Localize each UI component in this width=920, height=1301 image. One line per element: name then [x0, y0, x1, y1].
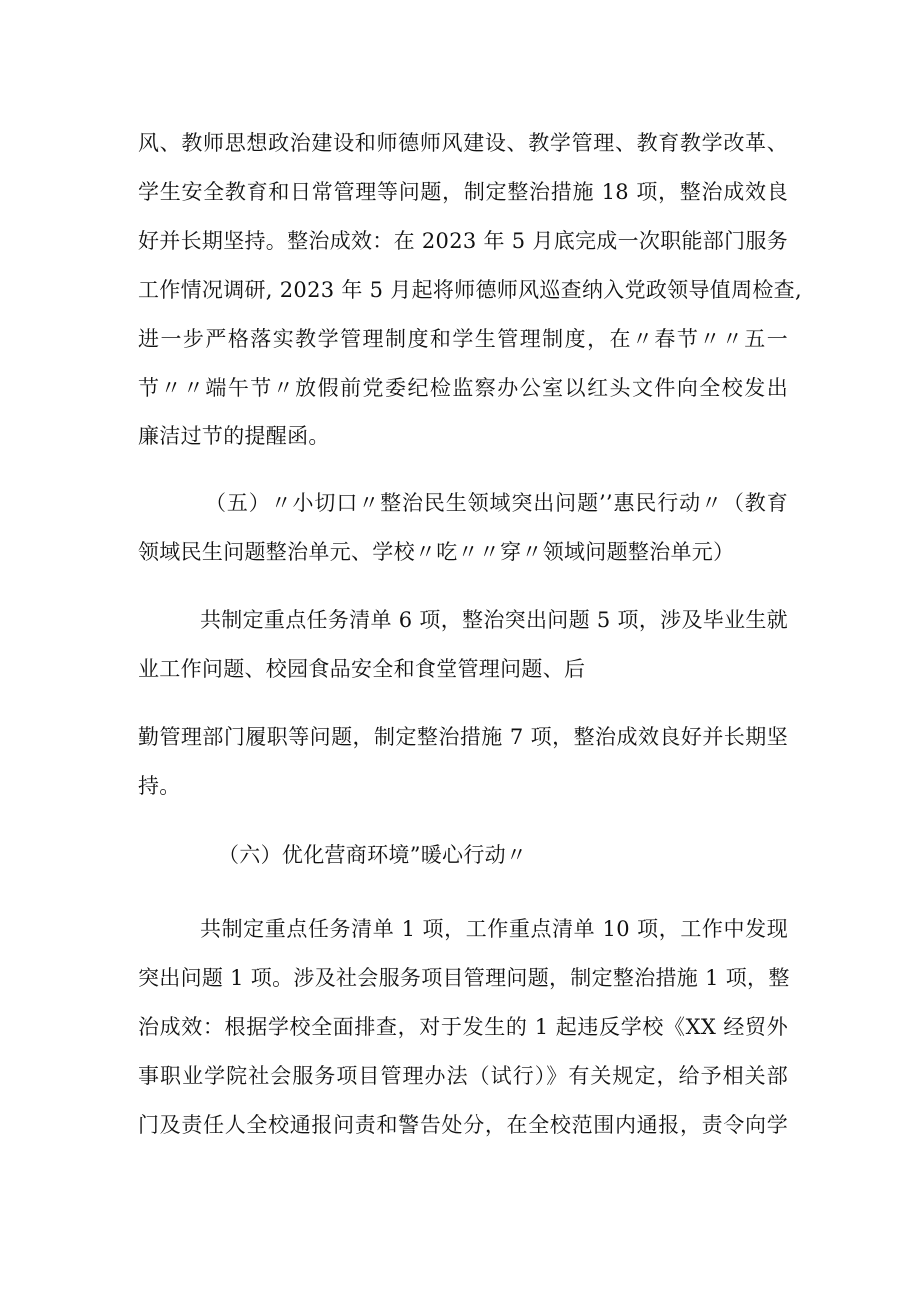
section-heading-5-cont: 领域民生问题整治单元、学校〃吃〃〃穿〃领域问题整治单元）	[138, 540, 735, 564]
paragraph-line: 工作情况调研, 2023 年 5 月起将师德师风巡查纳入党政领导值周检查,	[138, 278, 802, 302]
paragraph-line: 持。	[138, 774, 181, 798]
paragraph-line: 节〃〃端午节〃放假前党委纪检监察办公室以红头文件向全校发出	[138, 376, 788, 400]
paragraph-line: 治成效：根据学校全面排查，对于发生的 1 起违反学校《XX 经贸外	[138, 1015, 788, 1039]
paragraph-line: 学生安全教育和日常管理等问题，制定整治措施 18 项，整治成效良	[138, 180, 788, 204]
paragraph-line: 共制定重点任务清单 1 项，工作重点清单 10 项，工作中发现	[200, 917, 788, 941]
paragraph-line: 事职业学院社会服务项目管理办法（试行）》有关规定，给予相关部	[138, 1064, 788, 1088]
section-heading-5: （五）〃小切口〃整治民生领域突出问题’’惠民行动〃（教育	[205, 491, 788, 515]
paragraph-line: 突出问题 1 项。涉及社会服务项目管理问题，制定整治措施 1 项，整	[138, 966, 790, 990]
paragraph-line: 廉洁过节的提醒函。	[138, 424, 330, 448]
paragraph-line: 业工作问题、校园食品安全和食堂管理问题、后	[138, 657, 586, 681]
paragraph-line: 勤管理部门履职等问题，制定整治措施 7 项，整治成效良好并长期坚	[138, 725, 788, 749]
paragraph-line: 进一步严格落实教学管理制度和学生管理制度，在〃春节〃〃五一	[138, 327, 788, 351]
paragraph-line: 风、教师思想政治建设和师德师风建设、教学管理、教育教学改革、	[138, 131, 788, 155]
paragraph-line: 门及责任人全校通报问责和警告处分，在全校范围内通报，责令向学	[138, 1113, 788, 1137]
section-heading-6: （六）优化营商环境”暖心行动〃	[218, 843, 528, 867]
paragraph-line: 共制定重点任务清单 6 项，整治突出问题 5 项，涉及毕业生就	[200, 608, 788, 632]
paragraph-line: 好并长期坚持。整治成效：在 2023 年 5 月底完成一次职能部门服务	[138, 229, 789, 253]
